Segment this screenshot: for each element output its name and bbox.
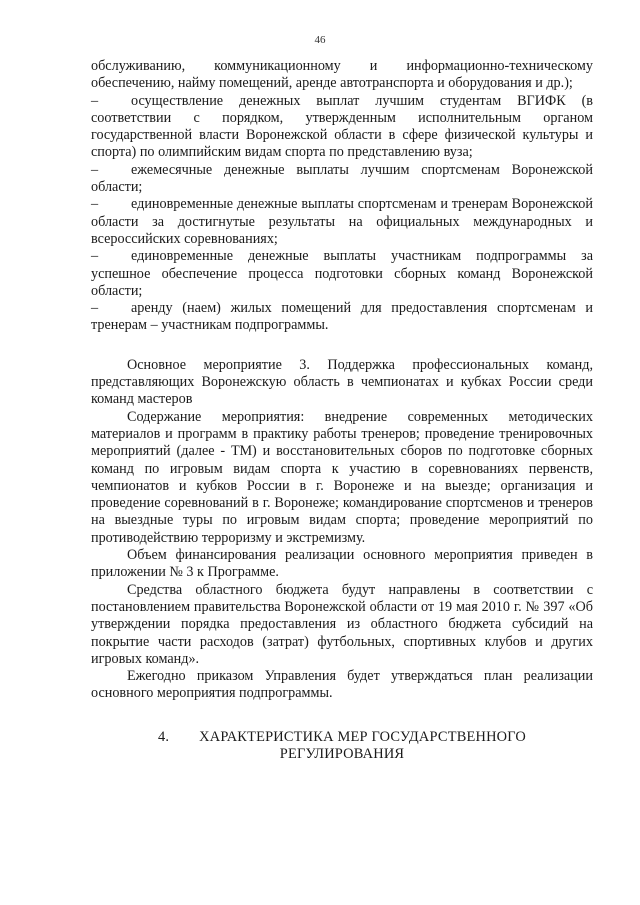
measure-3-title: Основное мероприятие 3. Поддержка профессиональных команд, представляющих Воронежскую область в чемпионатах и кубках России среди команд мастеров [91, 356, 593, 408]
bullet-item [91, 93, 593, 162]
bullet-text: аренду (наем) жилых помещений для предоставления спортсменам и тренерам – участникам подпрограммы. [91, 300, 593, 334]
paragraph-gap [91, 335, 593, 357]
section-title-line1: ХАРАКТЕРИСТИКА МЕР ГОСУДАРСТВЕННОГО [199, 728, 527, 745]
bullet-text: ежемесячные денежные выплаты лучшим спортсменам Воронежской области; [91, 161, 593, 196]
measure-3-plan: Ежегодно приказом Управления будет утверждаться план реализации основного мероприятия подпрограммы. [91, 668, 593, 702]
section-number: 4. [157, 728, 170, 745]
bullet-dash: – [91, 196, 99, 213]
bullet-item [91, 300, 593, 335]
bullet-item [91, 196, 593, 248]
bullet-item [91, 162, 593, 197]
measure-3-budget: Средства областного бюджета будут направлены в соответствии с постановлением правительства Воронежской области от 19 мая 2010 г. № 397 «Об утверждении порядка предоставления из областного бюджета субсидий на покрытие части расходов (затрат) футбольных, спортивных клубов и других игровых команд». [91, 581, 593, 667]
page-number: 46 [314, 34, 326, 46]
bullet-text: осуществление денежных выплат лучшим студентам ВГИФК (в соответствии с порядком, утвержденным исполнительным органом государственной власти Воронежской области в сфере физической культуры и спорта) по олимпийским видам спорта по представлению вуза; [91, 92, 593, 161]
measure-3-financing: Объем финансирования реализации основного мероприятия приведен в приложении № 3 к Программе. [91, 547, 593, 581]
section-heading [91, 729, 593, 764]
bullet-dash: – [91, 161, 99, 178]
bullet-dash: – [91, 92, 99, 109]
bullet-dash: – [91, 300, 99, 317]
measure-3-content: Содержание мероприятия: внедрение современных методических материалов и программ в практику работы тренеров; проведение тренировочных мероприятий (далее - ТМ) и восстановительных сборов по подготовке сборных команд по игровым видам спорта к участию в соревнованиях первенств, чемпионатов и кубков России в г. Воронеже и на выезде; организация и проведение соревнований в г. Воронеже; командирование спортсменов и тренеров на выездные туры по игровым видам спорта; проведение мероприятий по противодействию терроризму и экстремизму. [91, 408, 593, 546]
bullet-text: единовременные денежные выплаты спортсменам и тренерам Воронежской области за достигнутые результаты на официальных международных и всероссийских соревнованиях; [91, 196, 593, 247]
bullet-dash: – [91, 248, 99, 265]
paragraph-continuation: обслуживанию, коммуникационному и информационно-техническому обеспечению, найму помещений, аренде автотранспорта и оборудования и др.); [91, 58, 593, 92]
bullet-item [91, 248, 593, 300]
section-title-line2: РЕГУЛИРОВАНИЯ [279, 745, 405, 762]
bullet-text: единовременные денежные выплаты участникам подпрограммы за успешное обеспечение процесса подготовки сборных команд Воронежской области; [91, 248, 593, 299]
page-content [91, 58, 593, 763]
